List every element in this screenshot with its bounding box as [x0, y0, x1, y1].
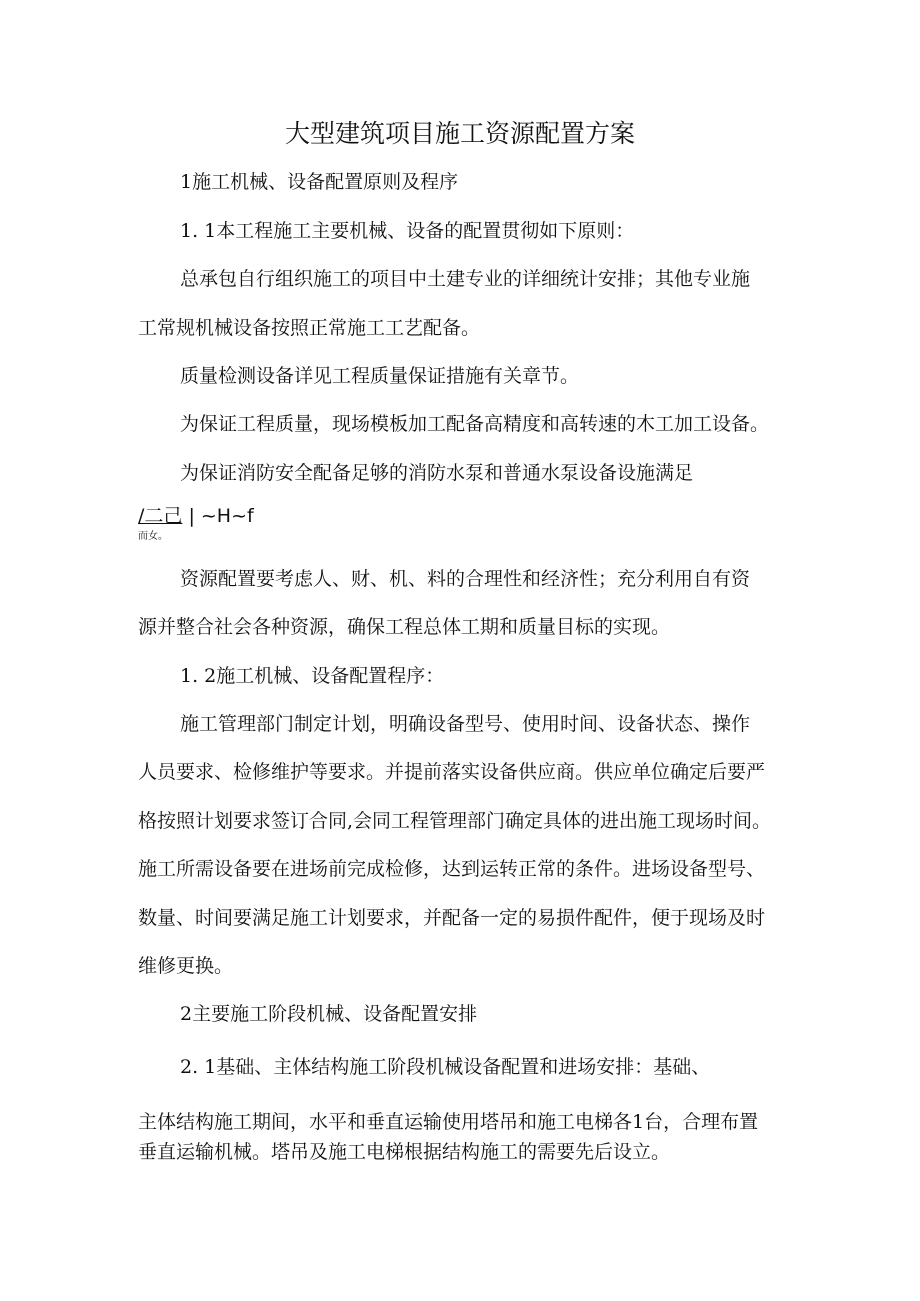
- paragraph-line: 施工所需设备要在进场前完成检修，达到运转正常的条件。进场设备型号、: [138, 858, 766, 880]
- section-heading-1: 1施工机械、设备配置原则及程序: [180, 171, 459, 193]
- section-heading-2: 2主要施工阶段机械、设备配置安排: [180, 1003, 478, 1025]
- paragraph-line: 垂直运输机械。塔吊及施工电梯根据结构施工的需要先后设立。: [138, 1141, 671, 1163]
- paragraph-line: 数量、时间要满足施工计划要求，并配备一定的易损件配件，便于现场及时: [138, 907, 766, 929]
- paragraph-line: 质量检测设备详见工程质量保证措施有关章节。: [180, 365, 580, 387]
- subsection-heading-1-1: 1. 1本工程施工主要机械、设备的配置贯彻如下原则：: [180, 220, 635, 242]
- document-title: 大型建筑项目施工资源配置方案: [284, 119, 635, 148]
- paragraph-line: 为保证消防安全配备足够的消防水泵和普通水泵设备设施满足: [180, 462, 694, 484]
- garbled-rest: | ~H~f: [182, 505, 254, 527]
- paragraph-line: 工常规机械设备按照正常施工工艺配备。: [138, 317, 481, 339]
- paragraph-line: 为保证工程质量，现场模板加工配备高精度和高转速的木工加工设备。: [180, 413, 770, 435]
- small-text: 而女。: [138, 531, 168, 542]
- subsection-heading-2-1: 2. 1基础、主体结构施工阶段机械设备配置和进场安排：基础、: [180, 1056, 711, 1078]
- paragraph-line: 格按照计划要求签订合同,会同工程管理部门确定具体的进出施工现场时间。: [138, 810, 772, 832]
- paragraph-line: 施工管理部门制定计划，明确设备型号、使用时间、设备状态、操作: [180, 713, 751, 735]
- subsection-heading-1-2: 1. 2施工机械、设备配置程序：: [180, 665, 445, 687]
- paragraph-line: 总承包自行组织施工的项目中土建专业的详细统计安排；其他专业施: [180, 268, 751, 290]
- garbled-text: [138, 502, 254, 530]
- paragraph-line: 主体结构施工期间，水平和垂直运输使用塔吊和施工电梯各1台，合理布置: [138, 1111, 759, 1133]
- paragraph-line: 源并整合社会各种资源，确保工程总体工期和质量目标的实现。: [138, 616, 671, 638]
- paragraph-line: 维修更换。: [138, 955, 234, 977]
- paragraph-line: 人员要求、检修维护等要求。并提前落实设备供应商。供应单位确定后要严: [138, 761, 766, 783]
- garbled-underlined: /二己: [138, 505, 183, 527]
- paragraph-line: 资源配置要考虑人、财、机、料的合理性和经济性；充分利用自有资: [180, 568, 751, 590]
